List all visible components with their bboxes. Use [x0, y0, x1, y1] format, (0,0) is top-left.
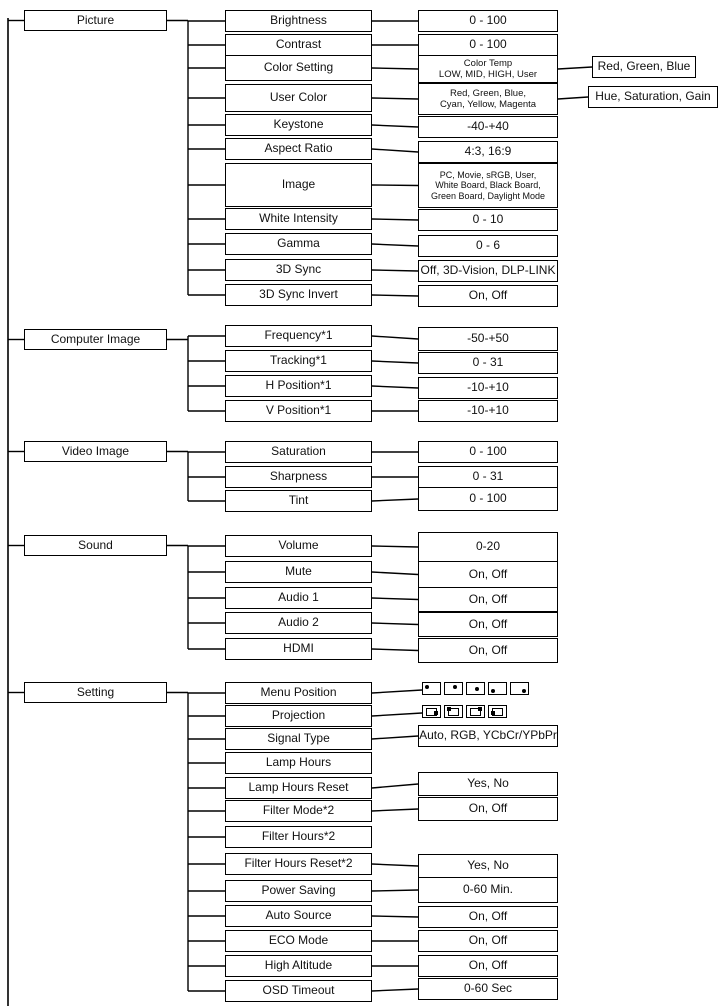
- connector-line: [372, 690, 422, 693]
- item-high-altitude: [225, 955, 372, 977]
- value-v-position1: [418, 400, 558, 422]
- item-image: [225, 163, 372, 207]
- item-volume-text: Volume: [278, 538, 319, 553]
- category-picture-text: Picture: [76, 12, 115, 27]
- item-3d-sync-invert-text: 3D Sync Invert: [259, 287, 338, 302]
- connector-line: [372, 649, 418, 651]
- value-tint-text: 0 - 100: [469, 491, 507, 506]
- item-filter-hours2-text: Filter Hours*2: [261, 829, 336, 844]
- item-3d-sync-invert: [225, 284, 372, 306]
- value-filter-hours-reset2-text: Yes, No: [467, 858, 509, 873]
- item-projection-text: Projection: [271, 708, 326, 723]
- value-brightness-text: 0 - 100: [469, 13, 507, 28]
- connector-line: [372, 125, 418, 127]
- item-osd-timeout: [225, 980, 372, 1002]
- category-computer-image-text: Computer Image: [50, 331, 141, 346]
- item-filter-hours-reset2-text: Filter Hours Reset*2: [244, 856, 353, 871]
- item-image-text: Image: [281, 177, 316, 192]
- value-hdmi-text: On, Off: [468, 642, 508, 657]
- value-lamp-hours-reset: [418, 772, 558, 796]
- value-h-position1-text: -10-+10: [467, 380, 509, 395]
- value-audio-1-text: On, Off: [468, 591, 508, 606]
- projector-mark: [447, 707, 451, 711]
- item-power-saving-text: Power Saving: [261, 883, 336, 898]
- top-center-dot-icon: [444, 682, 463, 695]
- value-aspect-ratio-text: 4:3, 16:9: [464, 144, 512, 159]
- rear-ceiling-icon: [488, 705, 507, 718]
- item-3d-sync: [225, 259, 372, 281]
- item-frequency1-text: Frequency*1: [264, 328, 333, 343]
- value-sharpness-text: 0 - 31: [472, 469, 504, 484]
- value-white-intensity: [418, 209, 558, 231]
- value-gamma-text: 0 - 6: [475, 238, 500, 253]
- value-volume: [418, 532, 558, 562]
- rear-desktop-icon: [444, 705, 463, 718]
- dot-mark: [491, 689, 495, 693]
- dot-mark: [425, 685, 429, 689]
- item-color-setting-text: Color Setting: [263, 60, 334, 75]
- item-white-intensity-text: White Intensity: [259, 211, 338, 226]
- value-brightness: [418, 10, 558, 32]
- value-user-color-text: Red, Green, Blue, Cyan, Yellow, Magenta: [439, 87, 537, 110]
- value-frequency1: [418, 327, 558, 351]
- value-contrast-text: 0 - 100: [469, 37, 507, 52]
- category-sound-text: Sound: [78, 537, 113, 552]
- value-tracking1-text: 0 - 31: [472, 355, 504, 370]
- value-3d-sync-text: Off, 3D-Vision, DLP-LINK: [420, 263, 556, 278]
- category-video-image-text: Video Image: [61, 443, 130, 458]
- center-dot-icon: [466, 682, 485, 695]
- value-tracking1: [418, 352, 558, 374]
- value-high-altitude: [418, 955, 558, 977]
- connector-line: [558, 97, 588, 99]
- connector-line: [372, 219, 418, 220]
- category-setting: [24, 682, 167, 703]
- item-frequency1: [225, 325, 372, 347]
- item-filter-hours-reset2: [225, 853, 372, 875]
- connector-line: [372, 336, 418, 339]
- sub-user-color: [588, 86, 718, 108]
- value-auto-source: [418, 906, 558, 928]
- item-user-color: [225, 84, 372, 112]
- item-audio-2-text: Audio 2: [278, 615, 319, 630]
- item-lamp-hours: [225, 752, 372, 774]
- item-tracking1: [225, 350, 372, 372]
- value-3d-sync-invert-text: On, Off: [468, 288, 508, 303]
- item-white-intensity: [225, 208, 372, 230]
- item-user-color-text: User Color: [269, 90, 328, 105]
- value-3d-sync: [418, 260, 558, 282]
- item-osd-timeout-text: OSD Timeout: [262, 983, 335, 998]
- item-filter-mode2: [225, 800, 372, 822]
- item-projection: [225, 705, 372, 727]
- connector-line: [372, 244, 418, 246]
- item-volume: [225, 535, 372, 557]
- item-saturation: [225, 441, 372, 463]
- item-aspect-ratio-text: Aspect Ratio: [264, 141, 333, 156]
- dot-mark: [453, 685, 457, 689]
- item-hdmi: [225, 638, 372, 660]
- value-hdmi: [418, 638, 558, 663]
- item-h-position1-text: H Position*1: [265, 378, 332, 393]
- item-eco-mode: [225, 930, 372, 952]
- projector-mark: [491, 711, 495, 715]
- value-mute-text: On, Off: [468, 566, 508, 581]
- value-sharpness: [418, 466, 558, 488]
- item-filter-mode2-text: Filter Mode*2: [262, 803, 335, 818]
- value-filter-mode2: [418, 797, 558, 821]
- value-keystone-text: -40-+40: [467, 119, 509, 134]
- item-color-setting: [225, 55, 372, 81]
- connector-line: [372, 890, 418, 891]
- connector-line: [372, 149, 418, 152]
- item-power-saving: [225, 880, 372, 902]
- category-video-image: [24, 441, 167, 462]
- connector-line: [372, 809, 418, 811]
- value-tint: [418, 487, 558, 511]
- value-filter-mode2-text: On, Off: [468, 801, 508, 816]
- item-h-position1: [225, 375, 372, 397]
- category-picture: [24, 10, 167, 31]
- connector-line: [372, 916, 418, 917]
- value-high-altitude-text: On, Off: [468, 958, 508, 973]
- value-gamma: [418, 235, 558, 257]
- connector-line: [372, 295, 418, 296]
- item-lamp-hours-reset: [225, 777, 372, 799]
- item-brightness: [225, 10, 372, 32]
- sub-user-color-text: Hue, Saturation, Gain: [595, 89, 711, 104]
- item-eco-mode-text: ECO Mode: [268, 933, 329, 948]
- value-osd-timeout: [418, 978, 558, 1000]
- projection-icons: [422, 705, 507, 718]
- connector-line: [372, 989, 418, 991]
- item-auto-source: [225, 905, 372, 927]
- value-image-text: PC, Movie, sRGB, User, White Board, Black Board, Green Board, Daylight Mode: [430, 169, 546, 201]
- item-brightness-text: Brightness: [270, 13, 327, 28]
- item-signal-type-text: Signal Type: [267, 731, 330, 746]
- item-contrast-text: Contrast: [275, 37, 322, 52]
- item-sharpness-text: Sharpness: [269, 469, 328, 484]
- item-auto-source-text: Auto Source: [265, 908, 332, 923]
- value-power-saving-text: 0-60 Min.: [462, 882, 514, 897]
- value-keystone: [418, 116, 558, 138]
- item-menu-position-text: Menu Position: [260, 685, 337, 700]
- value-image: [418, 163, 558, 208]
- item-3d-sync-text: 3D Sync: [275, 262, 322, 277]
- connector-line: [372, 98, 418, 99]
- value-contrast: [418, 34, 558, 56]
- category-setting-text: Setting: [76, 684, 115, 699]
- connector-line: [372, 185, 418, 186]
- item-audio-1: [225, 587, 372, 609]
- item-audio-1-text: Audio 1: [278, 590, 319, 605]
- value-audio-2: [418, 612, 558, 637]
- item-hdmi-text: HDMI: [283, 641, 314, 656]
- value-volume-text: 0-20: [475, 539, 501, 554]
- connector-line: [372, 386, 418, 388]
- item-tint: [225, 490, 372, 512]
- value-white-intensity-text: 0 - 10: [472, 212, 504, 227]
- item-keystone-text: Keystone: [273, 117, 324, 132]
- item-tracking1-text: Tracking*1: [270, 353, 327, 368]
- value-signal-type-text: Auto, RGB, YCbCr/YPbPr: [419, 728, 557, 743]
- connector-line: [372, 572, 418, 575]
- item-gamma-text: Gamma: [277, 236, 320, 251]
- item-signal-type: [225, 728, 372, 750]
- value-saturation-text: 0 - 100: [469, 444, 507, 459]
- value-user-color: [418, 83, 558, 115]
- value-saturation: [418, 441, 558, 463]
- connector-line: [372, 713, 422, 716]
- connector-line: [372, 736, 418, 739]
- menu-position-icons: [422, 682, 529, 695]
- item-v-position1: [225, 400, 372, 422]
- sub-color-setting-text: Red, Green, Blue: [597, 59, 691, 74]
- item-mute-text: Mute: [285, 564, 312, 579]
- bottom-left-dot-icon: [488, 682, 507, 695]
- value-audio-1: [418, 587, 558, 612]
- item-menu-position: [225, 682, 372, 704]
- connector-line: [558, 67, 592, 69]
- item-aspect-ratio: [225, 138, 372, 160]
- sub-color-setting: [592, 56, 696, 78]
- value-osd-timeout-text: 0-60 Sec: [463, 981, 513, 996]
- front-desktop-icon: [422, 705, 441, 718]
- item-audio-2: [225, 612, 372, 634]
- item-lamp-hours-reset-text: Lamp Hours Reset: [248, 780, 349, 795]
- connector-line: [372, 68, 418, 69]
- bottom-right-dot-icon: [510, 682, 529, 695]
- value-3d-sync-invert: [418, 285, 558, 307]
- item-high-altitude-text: High Altitude: [264, 958, 333, 973]
- connector-line: [372, 361, 418, 363]
- connector-line: [372, 499, 418, 501]
- projector-mark: [434, 711, 438, 715]
- value-auto-source-text: On, Off: [468, 909, 508, 924]
- value-frequency1-text: -50-+50: [467, 331, 509, 346]
- category-computer-image: [24, 329, 167, 350]
- connector-line: [372, 864, 418, 866]
- item-mute: [225, 561, 372, 583]
- value-eco-mode: [418, 930, 558, 952]
- item-sharpness: [225, 466, 372, 488]
- connector-line: [372, 546, 418, 547]
- value-signal-type: [418, 725, 558, 747]
- item-keystone: [225, 114, 372, 136]
- value-aspect-ratio: [418, 141, 558, 163]
- item-filter-hours2: [225, 826, 372, 848]
- value-power-saving: [418, 877, 558, 903]
- dot-mark: [522, 689, 526, 693]
- value-audio-2-text: On, Off: [468, 616, 508, 631]
- value-lamp-hours-reset-text: Yes, No: [467, 776, 509, 791]
- item-tint-text: Tint: [288, 493, 309, 508]
- item-v-position1-text: V Position*1: [265, 403, 332, 418]
- value-color-setting: [418, 55, 558, 83]
- top-left-dot-icon: [422, 682, 441, 695]
- front-ceiling-icon: [466, 705, 485, 718]
- dot-mark: [475, 687, 479, 691]
- item-lamp-hours-text: Lamp Hours: [265, 755, 332, 770]
- connector-line: [372, 784, 418, 788]
- value-mute: [418, 561, 558, 588]
- value-v-position1-text: -10-+10: [467, 403, 509, 418]
- connector-line: [372, 270, 418, 271]
- item-saturation-text: Saturation: [271, 444, 326, 459]
- value-eco-mode-text: On, Off: [468, 933, 508, 948]
- value-h-position1: [418, 377, 558, 399]
- value-filter-hours-reset2: [418, 854, 558, 878]
- value-color-setting-text: Color Temp LOW, MID, HIGH, User: [438, 57, 538, 80]
- connector-line: [372, 598, 418, 600]
- category-sound: [24, 535, 167, 556]
- item-gamma: [225, 233, 372, 255]
- connector-line: [372, 623, 418, 625]
- projector-mark: [478, 707, 482, 711]
- item-contrast: [225, 34, 372, 56]
